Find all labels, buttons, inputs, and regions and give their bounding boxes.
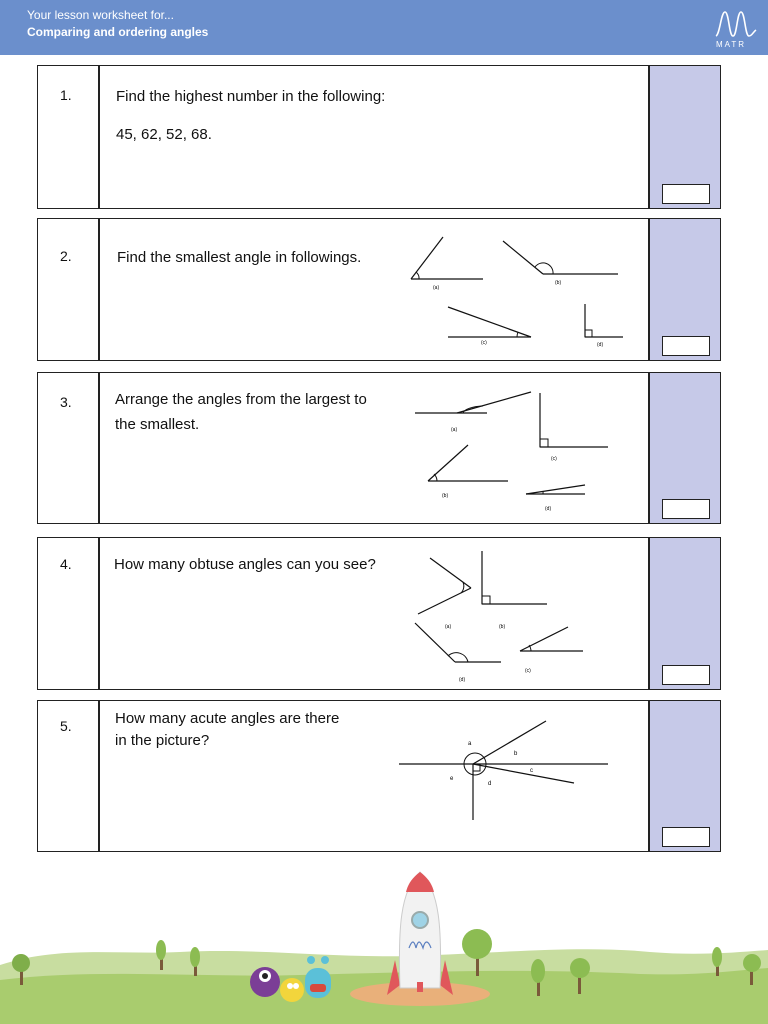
question-number-cell xyxy=(38,219,100,360)
worksheet-header xyxy=(0,0,768,55)
question-3-card xyxy=(37,372,721,524)
angle-c-figure xyxy=(520,627,583,674)
angle-b-figure xyxy=(428,445,508,499)
question-4-card xyxy=(37,537,721,690)
answer-column xyxy=(648,701,720,851)
answer-column xyxy=(648,538,720,689)
angle-a-figure xyxy=(418,558,471,630)
question-number: 4. xyxy=(60,556,72,572)
question-text: Find the highest number in the following: xyxy=(116,88,386,105)
angle-a-figure xyxy=(411,237,483,291)
angle-label: (b) xyxy=(555,280,562,286)
question-number: 3. xyxy=(60,394,72,410)
question-number-cell xyxy=(38,538,100,689)
question-number: 1. xyxy=(60,87,72,103)
question-number-cell xyxy=(38,373,100,523)
answer-input-box[interactable] xyxy=(662,336,710,356)
question-1-card xyxy=(37,65,721,209)
angle-label: (c) xyxy=(481,340,487,346)
angle-label: (b) xyxy=(499,624,506,630)
question-number-cell xyxy=(38,701,100,851)
question-text: How many obtuse angles can you see? xyxy=(114,556,376,573)
answer-input-box[interactable] xyxy=(662,499,710,519)
question-text-line2: the smallest. xyxy=(115,416,200,433)
angle-a-figure xyxy=(415,392,531,433)
question-text-line2: in the picture? xyxy=(115,732,210,749)
angle-label: (c) xyxy=(525,668,531,674)
answer-column xyxy=(648,373,720,523)
answer-input-box[interactable] xyxy=(662,184,710,204)
angle-figures xyxy=(413,548,613,683)
question-2-card xyxy=(37,218,721,361)
angle-label: c xyxy=(530,768,533,774)
header-subtitle: Your lesson worksheet for... xyxy=(27,8,174,22)
angle-b-figure xyxy=(503,241,618,286)
angle-label: e xyxy=(450,776,454,782)
answer-input-box[interactable] xyxy=(662,827,710,847)
header-title: Comparing and ordering angles xyxy=(27,25,209,39)
angle-d-figure xyxy=(585,304,623,348)
angle-b-figure xyxy=(482,551,547,630)
angle-label: (a) xyxy=(451,427,458,433)
angle-label: (a) xyxy=(445,624,452,630)
angle-d-figure xyxy=(526,485,585,512)
angle-label: (d) xyxy=(545,506,552,512)
answer-column xyxy=(648,219,720,360)
question-text: How many acute angles are there xyxy=(115,710,340,727)
footer-landscape xyxy=(0,860,768,1024)
angle-d-figure xyxy=(415,623,501,683)
answer-input-box[interactable] xyxy=(662,665,710,685)
angle-label: (d) xyxy=(597,342,604,348)
question-5-card xyxy=(37,700,721,852)
angle-label: (a) xyxy=(433,285,440,291)
question-number: 5. xyxy=(60,718,72,734)
angle-label: d xyxy=(488,781,492,787)
question-number: 2. xyxy=(60,248,72,264)
logo-text: MATR xyxy=(716,40,747,49)
angle-label: a xyxy=(468,741,472,747)
angle-label: (b) xyxy=(442,493,449,499)
question-text: Arrange the angles from the largest to xyxy=(115,391,367,408)
angle-diagram xyxy=(393,715,613,827)
angle-c-figure xyxy=(448,307,531,346)
question-number-cell xyxy=(38,66,100,208)
answer-column xyxy=(648,66,720,208)
question-text-line2: 45, 62, 52, 68. xyxy=(116,126,212,143)
angle-label: b xyxy=(514,751,518,757)
angle-label: (d) xyxy=(459,677,466,683)
angle-c-figure xyxy=(540,393,608,462)
angle-label: (c) xyxy=(551,456,557,462)
rocket-icon xyxy=(387,872,453,995)
angle-figures xyxy=(413,385,613,515)
angle-figures xyxy=(403,229,623,354)
question-text: Find the smallest angle in followings. xyxy=(117,249,362,266)
